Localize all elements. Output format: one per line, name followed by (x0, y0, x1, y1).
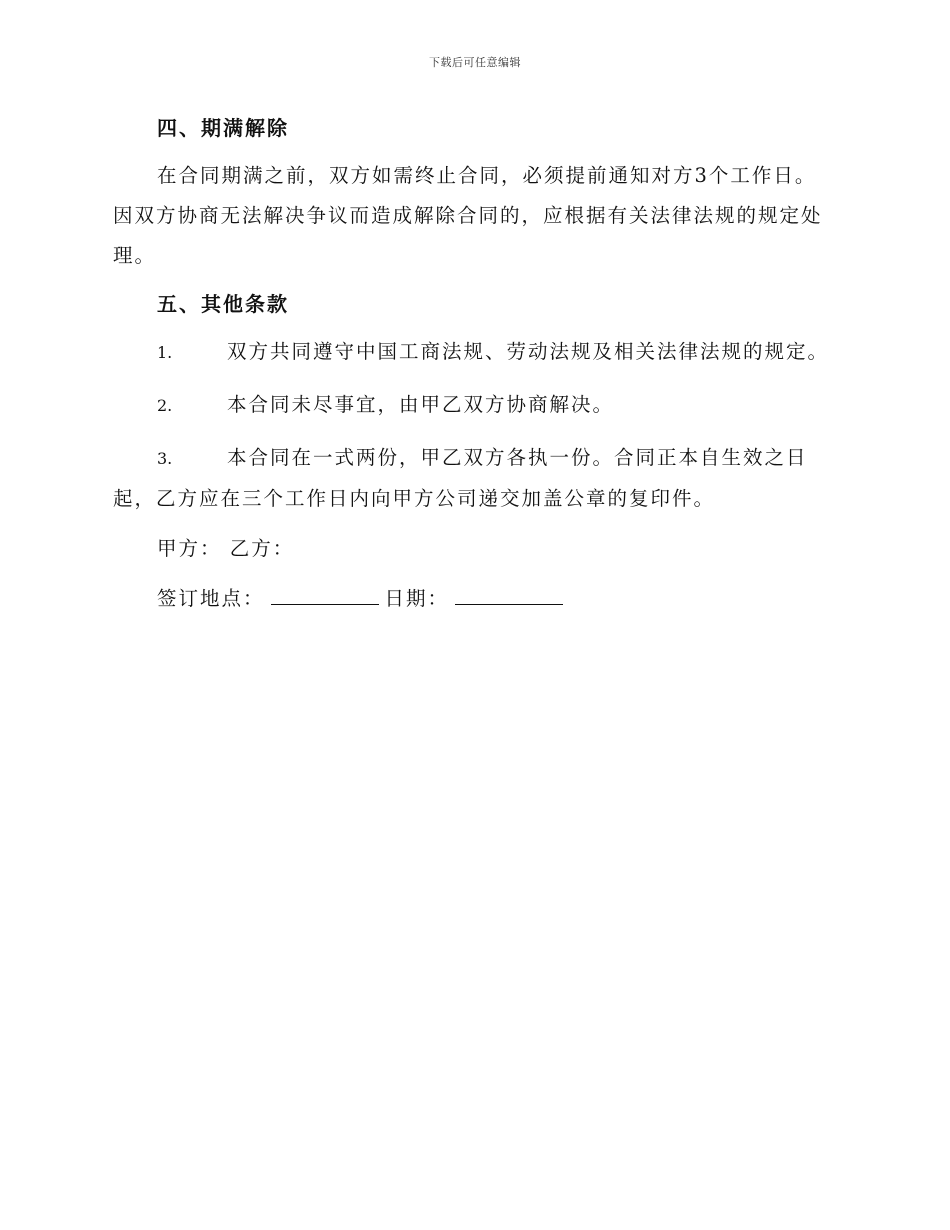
date-label: 日期： (384, 587, 450, 610)
clause-number: 1. (157, 343, 173, 362)
document-body (113, 110, 833, 619)
clause-number: 2. (157, 396, 173, 415)
date-blank[interactable] (455, 586, 563, 605)
clause-number: 3. (157, 449, 173, 468)
party-a-label: 甲方： (157, 537, 222, 560)
clause-text: 双方共同遵守中国工商法规、劳动法规及相关法律法规的规定。 (227, 340, 830, 363)
sign-place-date-line (157, 579, 833, 619)
sign-place-label: 签订地点： (157, 587, 265, 610)
clause-text: 本合同未尽事宜，由甲乙双方协商解决。 (227, 393, 615, 416)
clause-item-1 (113, 332, 833, 373)
section-heading-other-terms: 五、其他条款 (157, 292, 289, 316)
termination-paragraph: 在合同期满之前，双方如需终止合同，必须提前通知对方3个工作日。因双方协商无法解决争议而造成解除合同的，应根据有关法律法规的规定处理。 (113, 164, 823, 267)
sign-place-blank[interactable] (271, 586, 379, 605)
party-b-label: 乙方： (229, 537, 295, 560)
clause-item-2 (113, 385, 833, 426)
section-heading-termination: 四、期满解除 (157, 116, 289, 140)
parties-line (157, 529, 833, 569)
clause-item-3 (113, 438, 833, 519)
clause-text: 本合同在一式两份，甲乙双方各执一份。合同正本自生效之日起，乙方应在三个工作日内向甲方公司递交加盖公章的复印件。 (113, 446, 808, 510)
page-header: 下载后可任意编辑 (429, 56, 521, 69)
